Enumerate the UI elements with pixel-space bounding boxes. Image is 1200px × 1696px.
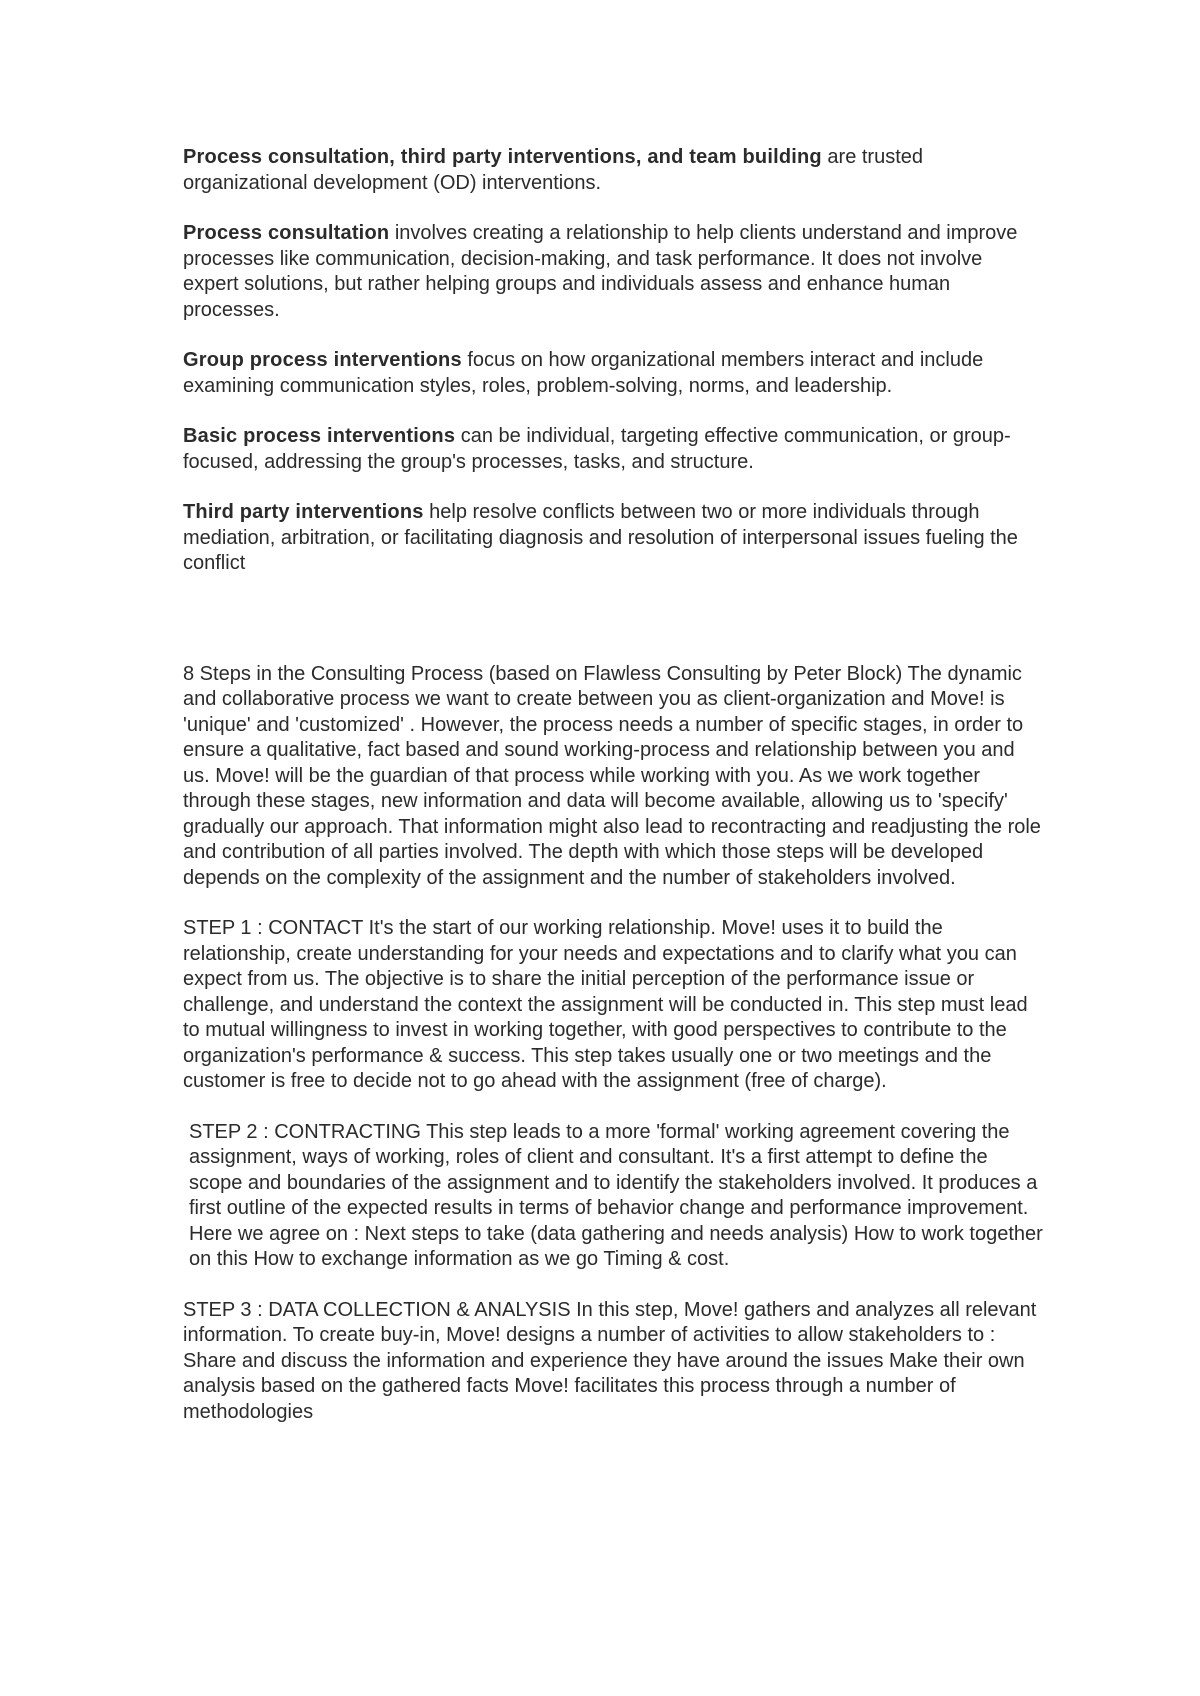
intro-text: are trusted organizational development (OD) interventions. xyxy=(183,146,924,194)
third-party-paragraph xyxy=(183,500,1043,577)
step-1-paragraph: STEP 1 : CONTACT It's the start of our working relationship. Move! uses it to build the relationship, create understanding for your needs and expectations and to clarify what you can expect from us. The objective is to share the initial perception of the performance issue or challenge, and understand the context the assignment will be conducted in. This step must lead to mutual willingness to invest in working together, with good perspectives to contribute to the organization's performance & success. This step takes usually one or two meetings and the customer is free to decide not to go ahead with the assignment (free of charge). xyxy=(183,917,1028,1092)
group-process-lead: Group process interventions xyxy=(183,349,462,371)
third-party-lead: Third party interventions xyxy=(183,501,424,523)
step-2-paragraph: STEP 2 : CONTRACTING This step leads to a more 'formal' working agreement covering the assignment, ways of working, roles of client and consultant. It's a first attempt to define the scope and boundaries of the assignment and to identify the stakeholders involved. It produces a first outline of the expected results in terms of behavior change and performance improvement. Here we agree on : Next steps to take (data gathering and needs analysis) How to work together on this How to exchange information as we go Timing & cost. xyxy=(189,1120,1043,1270)
basic-process-paragraph xyxy=(183,424,1043,475)
steps-overview-paragraph: 8 Steps in the Consulting Process (based on Flawless Consulting by Peter Block) The dynamic and collaborative process we want to create between you as client-organization and Move! is 'unique' and 'customized' . However, the process needs a number of specific stages, in order to ensure a qualitative, fact based and sound working-process and relationship between you and us. Move! will be the guardian of that process while working with you. As we work together through these stages, new information and data will become available, allowing us to 'specify' gradually our approach. That information might also lead to recontracting and readjusting the role and contribution of all parties involved. The depth with which those steps will be developed depends on the complexity of the assignment and the number of stakeholders involved. xyxy=(183,662,1041,889)
group-process-text: focus on how organizational members interact and include examining communication styles, roles, problem-solving, norms, and leadership. xyxy=(183,349,984,397)
process-consultation-text: involves creating a relationship to help clients understand and improve processes like communication, decision-making, and task performance. It does not involve expert solutions, but rather helping groups and individuals assess and enhance human processes. xyxy=(183,222,1018,321)
intro-lead: Process consultation, third party interventions, and team building xyxy=(183,146,822,168)
step-3-paragraph: STEP 3 : DATA COLLECTION & ANALYSIS In this step, Move! gathers and analyzes all relevant information. To create buy-in, Move! designs a number of activities to allow stakeholders to : Share and discuss the information and experience they have around the issues Make their own analysis based on the gathered facts Move! facilitates this process through a number of methodologies xyxy=(183,1298,1037,1423)
group-process-paragraph xyxy=(183,348,1043,399)
basic-process-text: can be individual, targeting effective communication, or group-focused, addressing the group's processes, tasks, and structure. xyxy=(183,425,1011,473)
third-party-text: help resolve conflicts between two or more individuals through mediation, arbitration, or facilitating diagnosis and resolution of interpersonal issues fueling the conflict xyxy=(183,501,1018,574)
section-spacer xyxy=(183,602,1043,662)
intro-paragraph xyxy=(183,145,1043,196)
process-consultation-lead: Process consultation xyxy=(183,222,390,244)
basic-process-lead: Basic process interventions xyxy=(183,425,456,447)
process-consultation-paragraph xyxy=(183,221,1043,323)
document-page xyxy=(183,145,1043,1450)
